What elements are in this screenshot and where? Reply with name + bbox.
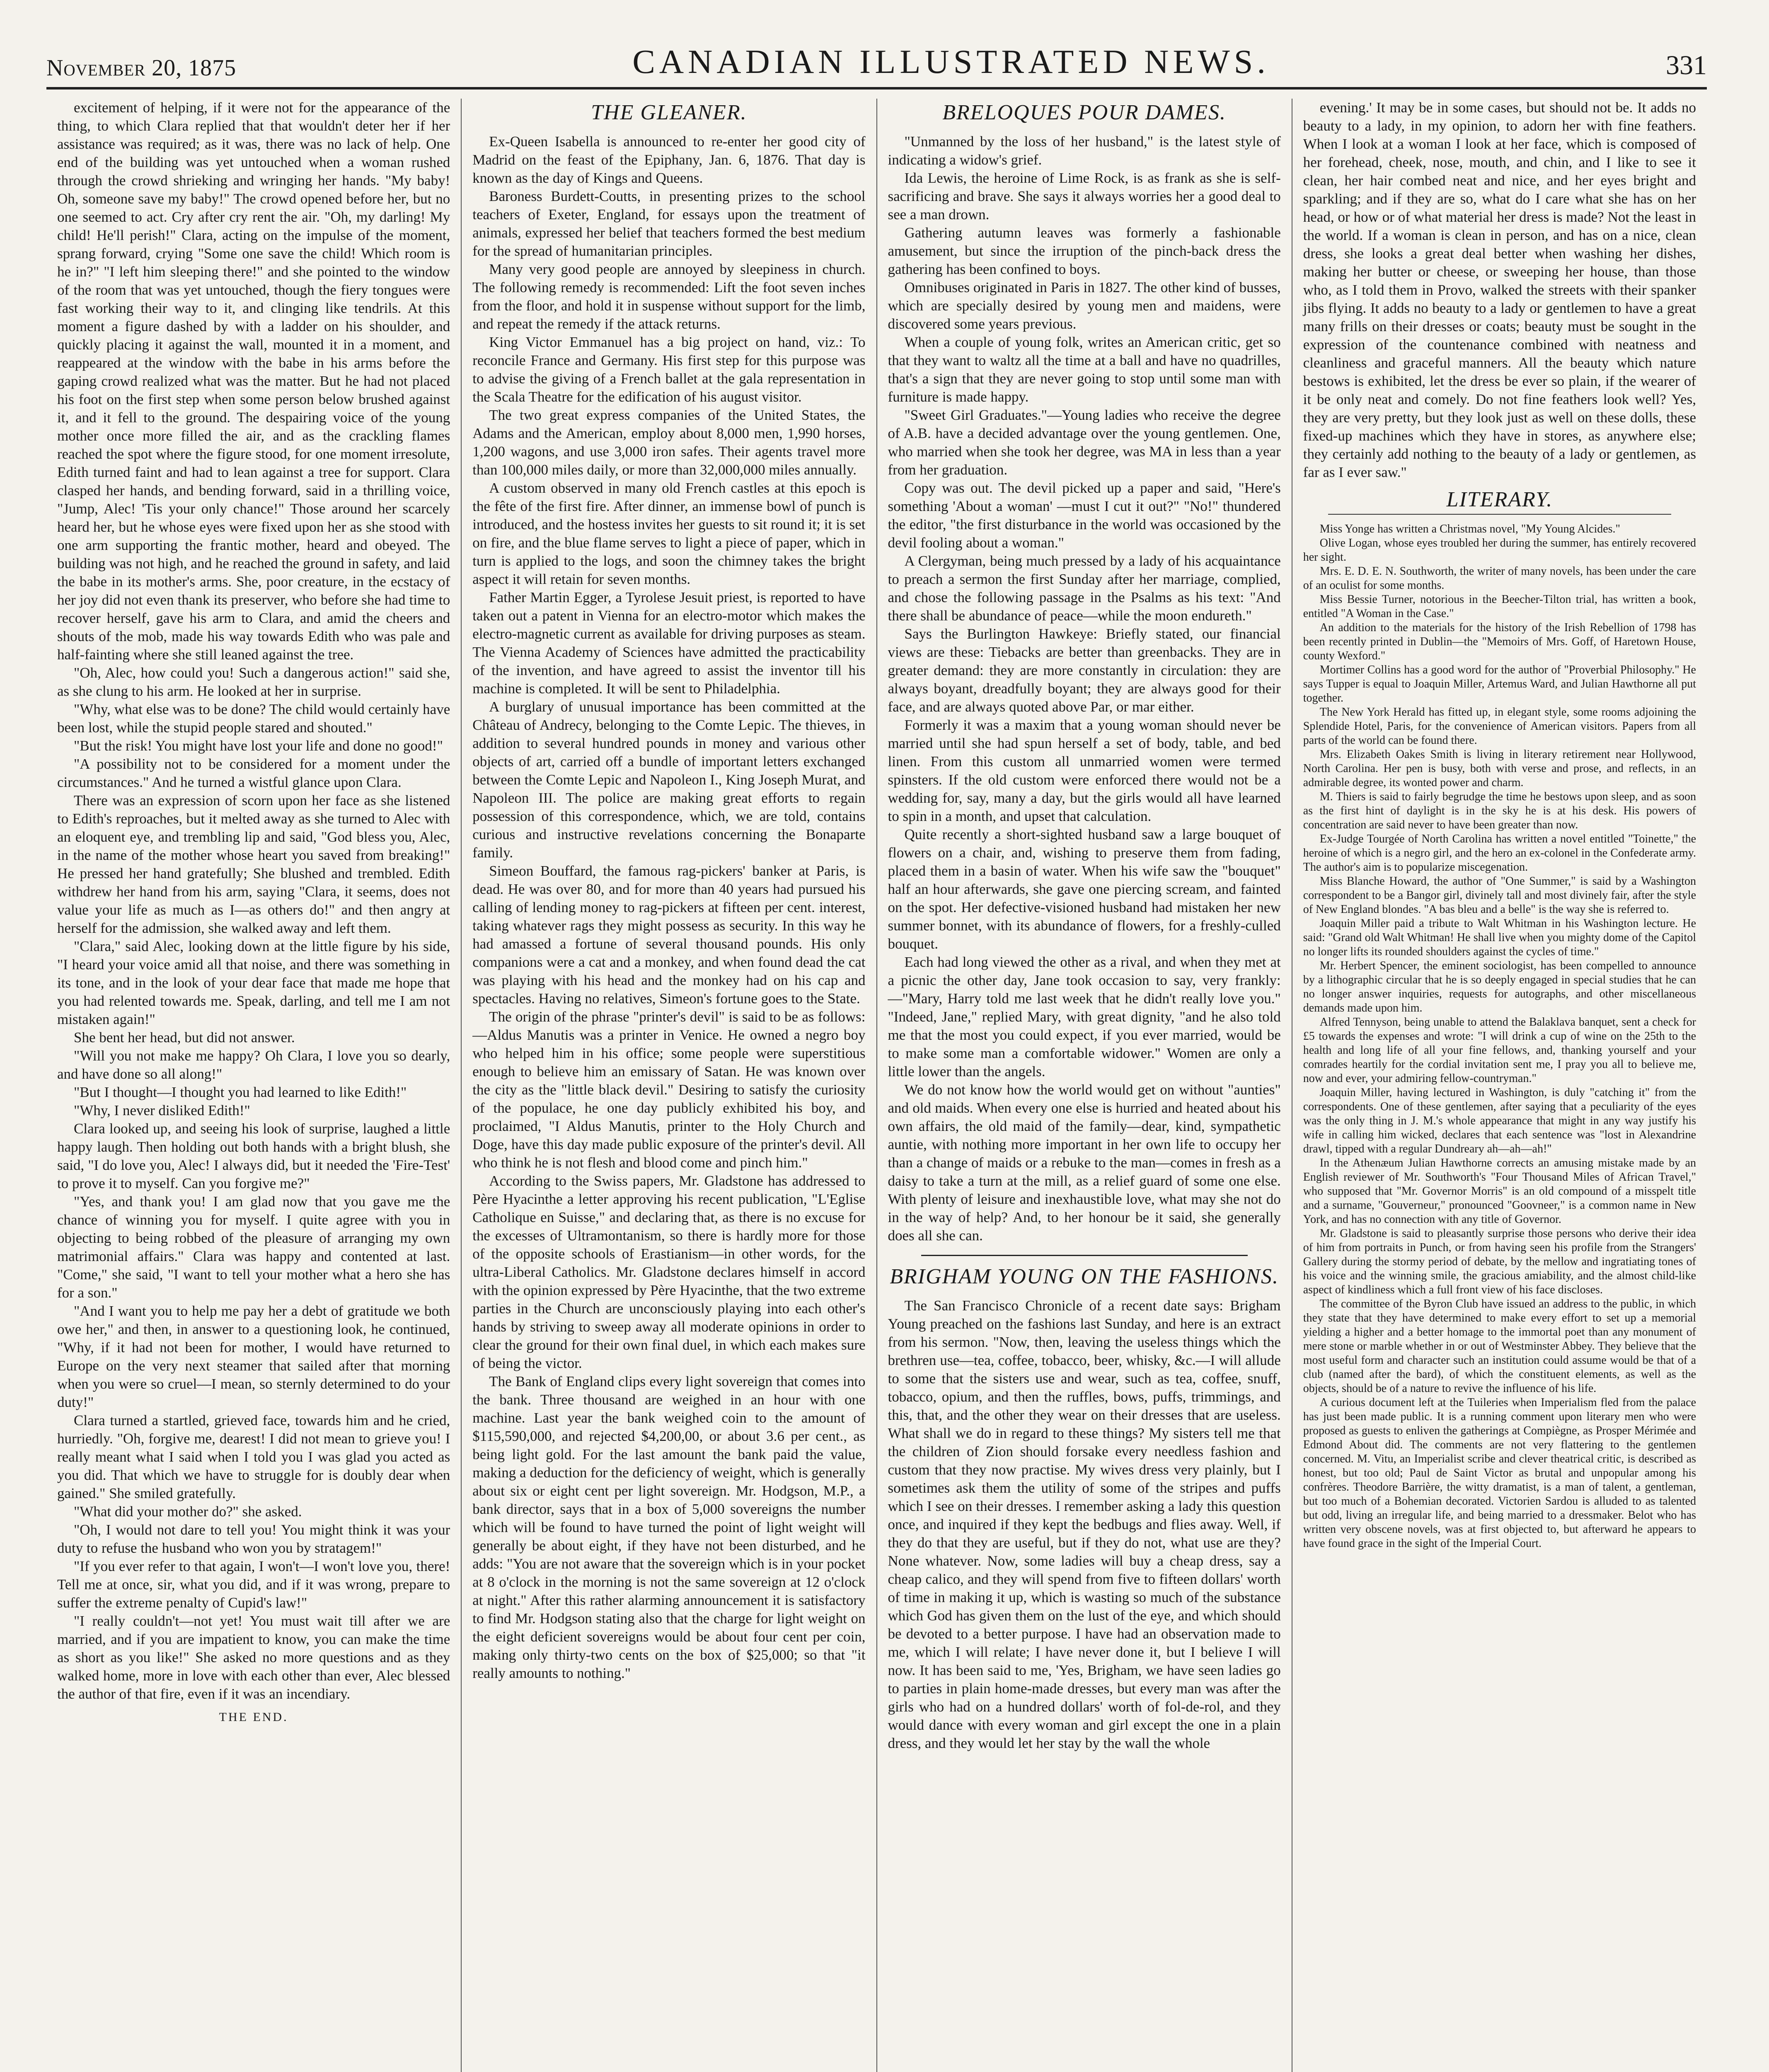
literary-item: Joaquin Miller, having lectured in Washington, is duly "catching it" from the correspondents. One of these gentlemen, after saying that a peculiarity of the eyes was the only thing in J. M.'s whole appearance that might in any way justify his wife in calling him wicked, declares that each sentence was "lost in Alexandrine drawl, tipped with a regular Dundreary ah—ah—ah!" [1303,1086,1696,1155]
breloque-item: When a couple of young folk, writes an American critic, get so that they want to waltz all the time at a ball and have no quadrilles, that's a sign that they are never going to stop until some man with furniture is made happy. [888,334,1281,405]
gleaner-item: Ex-Queen Isabella is announced to re-enter her good city of Madrid on the feast of the Epiphany, Jan. 6, 1876. That day is known as the day of Kings and Queens. [472,133,866,186]
gleaner-item: Baroness Burdett-Coutts, in presenting prizes to the school teachers of Exeter, England, for essays upon the treatment of animals, expressed her belief that teachers formed the best medium for the spread of humanitarian principles. [472,188,866,259]
paragraph: "A possibility not to be considered for a moment under the circumstances." And he turned a wistful glance upon Clara. [57,756,450,790]
paragraph: There was an expression of scorn upon her face as she listened to Edith's reproaches, but it melted away as she turned to Alec with an eloquent eye, and trembling lip and said, "God bless you, Alec, in the name of the mother whose heart you saved from breaking!" He pressed her hand gratefully; She blushed and trembled. Edith withdrew her hand from his arm, saying "Clara, it seems, does not value your life as much as I—as others do!" and then angry at herself for the admission, she walked away and left them. [57,792,450,936]
literary-item: Miss Blanche Howard, the author of "One Summer," is said by a Washington correspondent to be a Bangor girl, divinely tall and most divinely fair, after the style of New England blondes. "A bas bleu and a belle" is the way she is referred to. [1303,875,1696,916]
paragraph: "But the risk! You might have lost your life and done no good!" [74,738,443,754]
gleaner-item: Father Martin Egger, a Tyrolese Jesuit priest, is reported to have taken out a patent in Vienna for an electro-motor which makes the electro-magnetic current as available for driving purposes as steam. The Vienna Academy of Sciences have admitted the practicability of the invention, and have agreed to assist the inventor till his machine is completed. It will be sent to Philadelphia. [472,589,866,697]
literary-item: Miss Yonge has written a Christmas novel, "My Young Alcides." [1319,523,1620,535]
newspaper-title: CANADIAN ILLUSTRATED NEWS. [632,43,1270,80]
paragraph: "Yes, and thank you! I am glad now that you gave me the chance of winning you for myself. I quite agree with you in objecting to being robbed of the pleasure of arranging my own matrimonial affairs." Clara was happy and contented at last. "Come," she said, "I want to tell your mother what a hero she has for a son." [57,1193,450,1301]
article-columns [46,99,1707,2072]
page-number: 331 [1665,50,1707,80]
section-heading-literary: LITERARY. [1328,487,1671,515]
breloque-item: Each had long viewed the other as a rival, and when they met at a picnic the other day, Jane took occasion to say, very frankly:—"Mary, Harry told me last week that he didn't really love you." "Indeed, Jane," replied Mary, with great dignity, "and he also told me that the most you could expect, if you ever married, would be to make some man a comfortable widower." Women are only a little lower than the angels. [888,954,1281,1080]
gleaner-item: The origin of the phrase "printer's devil" is said to be as follows:—Aldus Manutis was a printer in Venice. He owned a negro boy who helped him in his office; some people were superstitious enough to believe him an emissary of Satan. He was known over the city as the "little black devil." Desiring to satisfy the curiosity of the populace, he one day publicly exhibited his boy, and proclaimed, "I Aldus Manutis, printer to the Holy Church and Doge, have this day made public exposure of the printer's devil. All who think he is not flesh and blood come and pinch him." [472,1009,866,1171]
breloque-item: A Clergyman, being much pressed by a lady of his acquaintance to preach a sermon the first Sunday after her marriage, complied, and chose the following passage in the Psalms as his text: "And there shall be abundance of peace—while the moon endureth." [888,553,1281,624]
gleaner-item: King Victor Emmanuel has a big project on hand, viz.: To reconcile France and Germany. His first step for this purpose was to advise the giving of a French ballet at the gala representation in the Scala Theatre for the edification of his august visitor. [472,334,866,405]
brigham-young-paragraph: The San Francisco Chronicle of a recent date says: Brigham Young preached on the fashions last Sunday, and here is an extract from his sermon. "Now, then, leaving the useless things which the brethren use—tea, coffee, tobacco, beer, whisky, &c.—I will allude to some that the sisters use and wear, such as tea, coffee, snuff, tobacco, opium, and then the ruffles, bows, puffs, trimmings, and this, that, and the other they wear on their dresses that are useless. What shall we do in regard to these things? My sisters tell me that the children of Zion should forsake every needless fashion and custom that they now practise. My wives dress very plainly, but I sometimes ask them the utility of some of the stripes and puffs which I see on their dresses. I remember asking a lady this question once, and inquired if they kept the bedbugs and flies away. Well, if they do that they are useful, but if they do not, what use are they? None whatever. Now, some ladies will buy a cheap dress, say a cheap calico, and they will spend from five to fifteen dollars' worth of time in making it up, which is wasting so much of the substance which God has given them on the lust of the eye, and which should be devoted to a better purpose. I have had an observation made to me, which I will relate; I have never done it, but I believe I will now. It has been said to me, 'Yes, Brigham, we have seen ladies go to parties in plain home-made dresses, but every man was after the girls who had on a hundred dollars' worth of fol-de-rol, and they would dance with every woman and girl except the one in a plain dress, and they would let her stay by the wall the whole [888,1297,1281,1751]
breloque-item: Gathering autumn leaves was formerly a fashionable amusement, but since the irruption of the pinch-back dress the gathering has been confined to boys. [888,225,1281,277]
paragraph: "I really couldn't—not yet! You must wait till after we are married, and if you are impatient to know, you can make the time as short as you like!" She asked no more questions and as they walked home, more in love with each other than ever, Alec blessed the author of that fire, even if it was an incendiary. [57,1613,450,1702]
gleaner-item: A custom observed in many old French castles at this epoch is the fête of the first fire. After dinner, an immense bowl of punch is introduced, and the hostess invites her guests to sit round it; it is set on fire, and the blue flame serves to light a piece of paper, which in turn is applied to the logs, and soon the chimney takes the bright aspect it will retain for seven months. [472,480,866,587]
paragraph: Clara looked up, and seeing his look of surprise, laughed a little happy laugh. Then holding out both hands with a bright blush, she said, "I do love you, Alec! I always did, but it needed the 'Fire-Test' to prove it to myself. Can you forgive me?" [57,1121,450,1191]
literary-item: Ex-Judge Tourgée of North Carolina has written a novel entitled "Toinette," the heroine of which is a negro girl, and the hero an ex-colonel in the Confederate army. The author's aim is to popularize miscegenation. [1303,833,1696,874]
literary-item: Mr. Herbert Spencer, the eminent sociologist, has been compelled to announce by a lithographic circular that he is so deeply engaged in special studies that he can no longer answer inquiries, requests for autographs, and other miscellaneous demands made upon him. [1303,959,1696,1014]
issue-date: November 20, 1875 [46,55,237,81]
literary-item: An addition to the materials for the history of the Irish Rebellion of 1798 has been recently printed in Dublin—the "Memoirs of Mrs. Goff, of Haretown House, county Wexford." [1303,621,1696,662]
gleaner-item: According to the Swiss papers, Mr. Gladstone has addressed to Père Hyacinthe a letter approving his recent publication, "L'Eglise Catholique en Suisse," and declaring that, as there is no excuse for the excesses of Ultramontanism, so there is hardly more for those of the opposite schools of Erastianism—in other words, for the ultra-Liberal Catholics. Mr. Gladstone declares himself in accord with the opinion expressed by Père Hyacinthe, that the two extreme parties in the Church are unconsciously playing into each other's hands by striving to sweep away all moderate opinions in order to clear the ground for their own final duel, in which each makes sure of being the victor. [472,1173,866,1371]
paragraph: "Oh, I would not dare to tell you! You might think it was your duty to refuse the husband who won you by stratagem!" [57,1522,450,1556]
section-divider [921,1255,1248,1256]
literary-item: Mortimer Collins has a good word for the author of "Proverbial Philosophy." He says Tupper is equal to Joaquin Miller, Artemus Ward, and Julian Hawthorne all put together. [1303,663,1696,704]
paragraph: "Why, I never disliked Edith!" [74,1102,250,1118]
column-1-story-conclusion [46,99,461,2072]
column-2-gleaner [461,99,876,2072]
paragraph: "If you ever refer to that again, I won't—I won't love you, there! Tell me at once, sir, what you did, and if it was wrong, prepare to suffer the extreme penalty of Cupid's law!" [57,1558,450,1611]
literary-item: Joaquin Miller paid a tribute to Walt Whitman in his Washington lecture. He said: "Grand old Walt Whitman! He shall live when you mighty dome of the Capitol no longer lifts its rounded shoulders against the cycles of time." [1303,917,1696,958]
literary-item: The committee of the Byron Club have issued an address to the public, in which they state that they have determined to make every effort to set up a memorial yielding a higher and a better homage to the immortal poet than any monument of mere stone or marble whether in or out of Westminster Abbey. They believe that the most useful form and character such an institution could assume would be that of a club (named after the bard), of which the constituent elements, as well as the objects, should be of a nature to revive the influence of his life. [1303,1297,1696,1395]
breloque-item: "Unmanned by the loss of her husband," is the latest style of indicating a widow's grief. [888,133,1281,168]
paragraph: "Oh, Alec, how could you! Such a dangerous action!" said she, as she clung to his arm. He looked at her in surprise. [57,665,450,699]
paragraph: "And I want you to help me pay her a debt of gratitude we both owe her," and then, in answer to a questioning look, he continued, "Why, if it had not been for mother, I would have returned to Europe on the very next steamer that sailed after that morning when you were so cruel—I mean, so sternly determined to do your duty!" [57,1303,450,1410]
breloque-item: Quite recently a short-sighted husband saw a large bouquet of flowers on a chair, and, wishing to preserve them from fading, placed them in a basin of water. When his wife saw the "bouquet" half an hour afterwards, she gave one piercing scream, and fainted on the spot. Her defective-visioned husband had mistaken her new summer bonnet, with its abundance of flowers, for a freshly-culled bouquet. [888,826,1281,952]
column-4-literary [1292,99,1707,2072]
literary-item: In the Athenæum Julian Hawthorne corrects an amusing mistake made by an English reviewer of Mr. Southworth's "Four Thousand Miles of African Travel," who supposed that "Mr. Governor Morris" is an old compound of a misspelt title and a surname, "Gouverneur," pronounced "Goovneer," is a common name in New York, and has no connection with any title of Governor. [1303,1157,1696,1226]
literary-item: Olive Logan, whose eyes troubled her during the summer, has entirely recovered her sight. [1303,537,1696,564]
section-heading-breloques: BRELOQUES POUR DAMES. [942,101,1226,124]
paragraph: "Why, what else was to be done? The child would certainly have been lost, while the stupid people stared and shouted." [57,701,450,736]
literary-item: A curious document left at the Tuileries when Imperialism fled from the palace has just been made public. It is a running comment upon literary men who were proposed as guests to enliven the gatherings at Compiègne, as Prosper Mérimée and Edmond About did. The comments are not very flattering to the gentlemen concerned. M. Vitu, an Imperialist scribe and clever theatrical critic, is described as honest, but too old; Paul de Saint Victor as brutal and unpopular among his confrères. Theodore Barrière, the witty dramatist, is a man of talent, a gentleman, but too much of a Bohemian decorated. Victorien Sardou is alluded to as talented but odd, living an irregular life, and being married to a dressmaker. Belot who has written very obscene novels, was at first objected to, but afterward he appears to have found grace in the sight of the Imperial Court. [1303,1396,1696,1550]
breloque-item: Copy was out. The devil picked up a paper and said, "Here's something 'About a woman' —must I cut it out?" "No!" thundered the editor, "the first disturbance in the world was occasioned by the devil fooling about a woman." [888,480,1281,551]
breloque-item: Formerly it was a maxim that a young woman should never be married until she had spun herself a set of body, table, and bed linen. From this custom all unmarried women were termed spinsters. If the old custom were enforced there would not be a wedding for, say, many a day, but the girls would all have learned to spin in a month, and upset that calculation. [888,717,1281,824]
paragraph: "What did your mother do?" she asked. [74,1503,302,1520]
literary-item: Mrs. E. D. E. N. Southworth, the writer of many novels, has been under the care of an oculist for some months. [1303,565,1696,592]
paragraph: excitement of helping, if it were not for the appearance of the thing, to which Clara replied that that wouldn't deter her if her assistance was required; as it was, there was no lack of help. One end of the building was yet untouched when a woman rushed through the crowd shrieking and wringing her hands. "My baby! Oh, someone save my baby!" The crowd opened before her, but no one seemed to act. Cry after cry rent the air. "Oh, my darling! My child! He'll perish!" Clara, acting on the impulse of the moment, sprang forward, crying "Some one save the child! Which room is he in?" "I left him sleeping there!" and she pointed to the window of the room that was yet untouched, though the fiery tongues were fast working their way to it, and clinging like tendrils. At this moment a figure dashed by with a ladder on his shoulder, and quickly placing it against the wall, mounted it in a moment, and reappeared at the window with the babe in his arms before the gaping crowd realized what was the matter. But he had not placed his foot on the first step when some person below brushed against it, and it fell to the ground. The despairing voice of the young mother once more filled the air, and as the crackling flames reached the spot where the figure stood, for one moment irresolute, Edith turned faint and had to lean against a tree for support. Clara clasped her hands, and bending forward, said in a thrilling voice, "Jump, Alec! 'Tis your only chance!" Those around her scarcely heard her, but he whose eyes were fixed upon her as she stood with one arm supporting the frantic mother, heard and obeyed. The building was not high, and he reached the ground in safety, and laid the babe in its mother's arms. She, poor creature, in the ecstacy of her joy did not even thank its preserver, who before she had time to recover herself, gave his arm to Clara, and amid the cheers and shouts of the mob, made his way towards Edith who was pale and half-fainting where she still leaned against the tree. [57,99,450,663]
column-3-breloques [876,99,1292,2072]
section-heading-gleaner: THE GLEANER. [591,101,747,124]
gleaner-item: The two great express companies of the United States, the Adams and the American, employ about 8,000 men, 1,990 horses, 1,200 wagons, and use 3,000 iron safes. Their agents travel more than 100,000 miles daily, or more than 32,000,000 miles annually. [472,407,866,478]
breloque-item: Ida Lewis, the heroine of Lime Rock, is as frank as she is self-sacrificing and brave. She says it always worries her a good deal to see a man drown. [888,170,1281,223]
paragraph: "But I thought—I thought you had learned to like Edith!" [74,1084,407,1100]
gleaner-item: Many very good people are annoyed by sleepiness in church. The following remedy is recommended: Lift the foot seven inches from the floor, and hold it in suspense without support for the limb, and repeat the remedy if the attack returns. [472,261,866,332]
story-end-mark: THE END. [219,1710,288,1724]
paragraph: "Will you not make me happy? Oh Clara, I love you so dearly, and have done so all along!" [57,1048,450,1082]
breloque-item: Says the Burlington Hawkeye: Briefly stated, our financial views are these: Tiebacks are better than greenbacks. They are in greater demand: they are more constantly in circulation: they are always boyant, dreadfully boyant; they are always good for their face, and are always quoted above Par, or mar either. [888,626,1281,715]
paragraph: "Clara," said Alec, looking down at the little figure by his side, "I heard your voice amid all that noise, and there was something in its tone, and in the look of your dear face that made me hope that you had relented towards me. Speak, darling, and tell me I am not mistaken again!" [57,938,450,1027]
paragraph: Clara turned a startled, grieved face, towards him and he cried, hurriedly. "Oh, forgive me, dearest! I did not mean to grieve you! I really meant what I said when I told you I was glad you acted as you did. That which we have to struggle for is doubly dear when gained." She smiled gratefully. [57,1412,450,1501]
masthead [46,36,1707,90]
literary-item: Mrs. Elizabeth Oakes Smith is living in literary retirement near Hollywood, North Carolina. Her pen is busy, both with verse and prose, and reflects, in an admirable degree, its wonted power and charm. [1303,748,1696,789]
literary-item: Mr. Gladstone is said to pleasantly surprise those persons who derive their idea of him from portraits in Punch, or from having seen his profile from the Strangers' Gallery during the stormy period of debate, by the mellow and ingratiating tones of his voice and the winning smile, the gracious amiability, and the almost child-like aspect of kindliness which a full front view of his face discloses. [1303,1227,1696,1296]
breloque-item: We do not know how the world would get on without "aunties" and old maids. When every one else is hurried and heated about his own affairs, the old maid of the family—dear, kind, sympathetic auntie, with nothing more important in her own life to occupy her than a change of maids or a rebuke to the man—comes in fresh as a daisy to take a turn at the mill, as a relief guard of some one else. With plenty of leisure and inexhaustible love, what may she not do in the way of help? And, to her honour be it said, she generally does all she can. [888,1082,1281,1244]
breloque-item: "Sweet Girl Graduates."—Young ladies who receive the degree of A.B. have a decided advantage over the young gentlemen. One, who married when she took her degree, was MA in less than a year from her graduation. [888,407,1281,478]
literary-item: M. Thiers is said to fairly begrudge the time he bestows upon sleep, and as soon as the first hint of daylight is in the sky he is at his desk. His powers of concentration are said never to have been greater than now. [1303,790,1696,831]
breloque-item: Omnibuses originated in Paris in 1827. The other kind of busses, which are specially desired by young men and maidens, were discovered some years previous. [888,279,1281,332]
paragraph: She bent her head, but did not answer. [74,1029,295,1046]
literary-item: The New York Herald has fitted up, in elegant style, some rooms adjoining the Splendide Hotel, Paris, for the convenience of American visitors. Papers from all parts of the world can be found there. [1303,706,1696,747]
brigham-young-continuation: evening.' It may be in some cases, but should not be. It adds no beauty to a lady, in my opinion, to adorn her with fine feathers. When I look at a woman I look at her face, which is composed of her forehead, cheek, nose, mouth, and chin, and I like to see it clean, her hair combed neat and nice, and her eyes bright and sparkling; and if they are so, what do I care what she has on her head, or how or of what material her dress is made? Not the least in the world. If a woman is clean in person, and has on a nice, clean dress, she looks a great deal better when washing her dishes, making her butter or cheese, or sweeping her house, than those who, as I told them in Provo, walked the streets with their spanker jibs flying. It adds no beauty to a lady or gentlemen to have a great many frills on their dresses or coats; beauty must be sought in the expression of the countenance combined with neatness and cleanliness and graceful manners. All the beauty which nature bestows is exhibited, let the dress be ever so plain, if the wearer of it be only neat and comely. Do not fine feathers look well? Yes, they are very pretty, but they look just as well on these dolls, these fixed-up machines which they have in stores, as anywhere else; they certainly add nothing to the beauty of a lady or gentlemen, as far as I ever saw." [1303,99,1696,480]
literary-item: Alfred Tennyson, being unable to attend the Balaklava banquet, sent a check for £5 towards the expenses and wrote: "I will drink a cup of wine on the 25th to the health and long life of all your fine fellows, and, thanking yourself and your comrades heartily for the cordial invitation sent me, I pray you all to believe me, now and ever, your admiring fellow-countryman." [1303,1016,1696,1085]
gleaner-item: The Bank of England clips every light sovereign that comes into the bank. Three thousand are weighed in an hour with one machine. Last year the bank weighed coin to the amount of $115,590,000, and rejected $4,200,00, or about 3.6 per cent., as being light gold. For the last amount the bank paid the value, making a deduction for the deficiency of weight, which is generally about six or eight cent per light sovereign. Mr. Hodgson, M.P., a bank director, says that in a box of 5,000 sovereigns the number which will be found to have turned the point of light weight will generally be about eight, if they have not been disturbed, and he adds: "You are not aware that the sovereign which is in your pocket at 8 o'clock in the morning is not the same sovereign at 12 o'clock at night." After this rather alarming announcement it is satisfactory to find Mr. Hodgson stating also that the charge for light weight on the eight deficient sovereigns would be about four cent per coin, making only thirty-two cents on the box of $25,000; so that "it really amounts to nothing." [472,1373,866,1681]
section-heading-brigham-young: BRIGHAM YOUNG ON THE FASHIONS. [890,1265,1279,1288]
literary-item: Miss Bessie Turner, notorious in the Beecher-Tilton trial, has written a book, entitled "A Woman in the Case." [1303,593,1696,620]
gleaner-item: Simeon Bouffard, the famous rag-pickers' banker at Paris, is dead. He was over 80, and for more than 40 years had pursued his calling of lending money to rag-pickers at fifteen per cent. interest, taking whatever rags they might possess as security. In this way he had amassed a fortune of several thousand pounds. His only companions were a cat and a monkey, and when found dead the cat was playing with his head and the monkey had on his cap and spectacles. Having no relatives, Simeon's fortune goes to the State. [472,863,866,1007]
gleaner-item: A burglary of unusual importance has been committed at the Château of Andrecy, belonging to the Comte Lepic. The thieves, in addition to several hundred pounds in money and various other objects of art, carried off a bundle of important letters exchanged between the Comte Lepic and Napoleon I., King Joseph Murat, and Napoleon III. The police are making great efforts to regain possession of this correspondence, which, we are told, contains curious and instructive revelations concerning the Bonaparte family. [472,699,866,861]
